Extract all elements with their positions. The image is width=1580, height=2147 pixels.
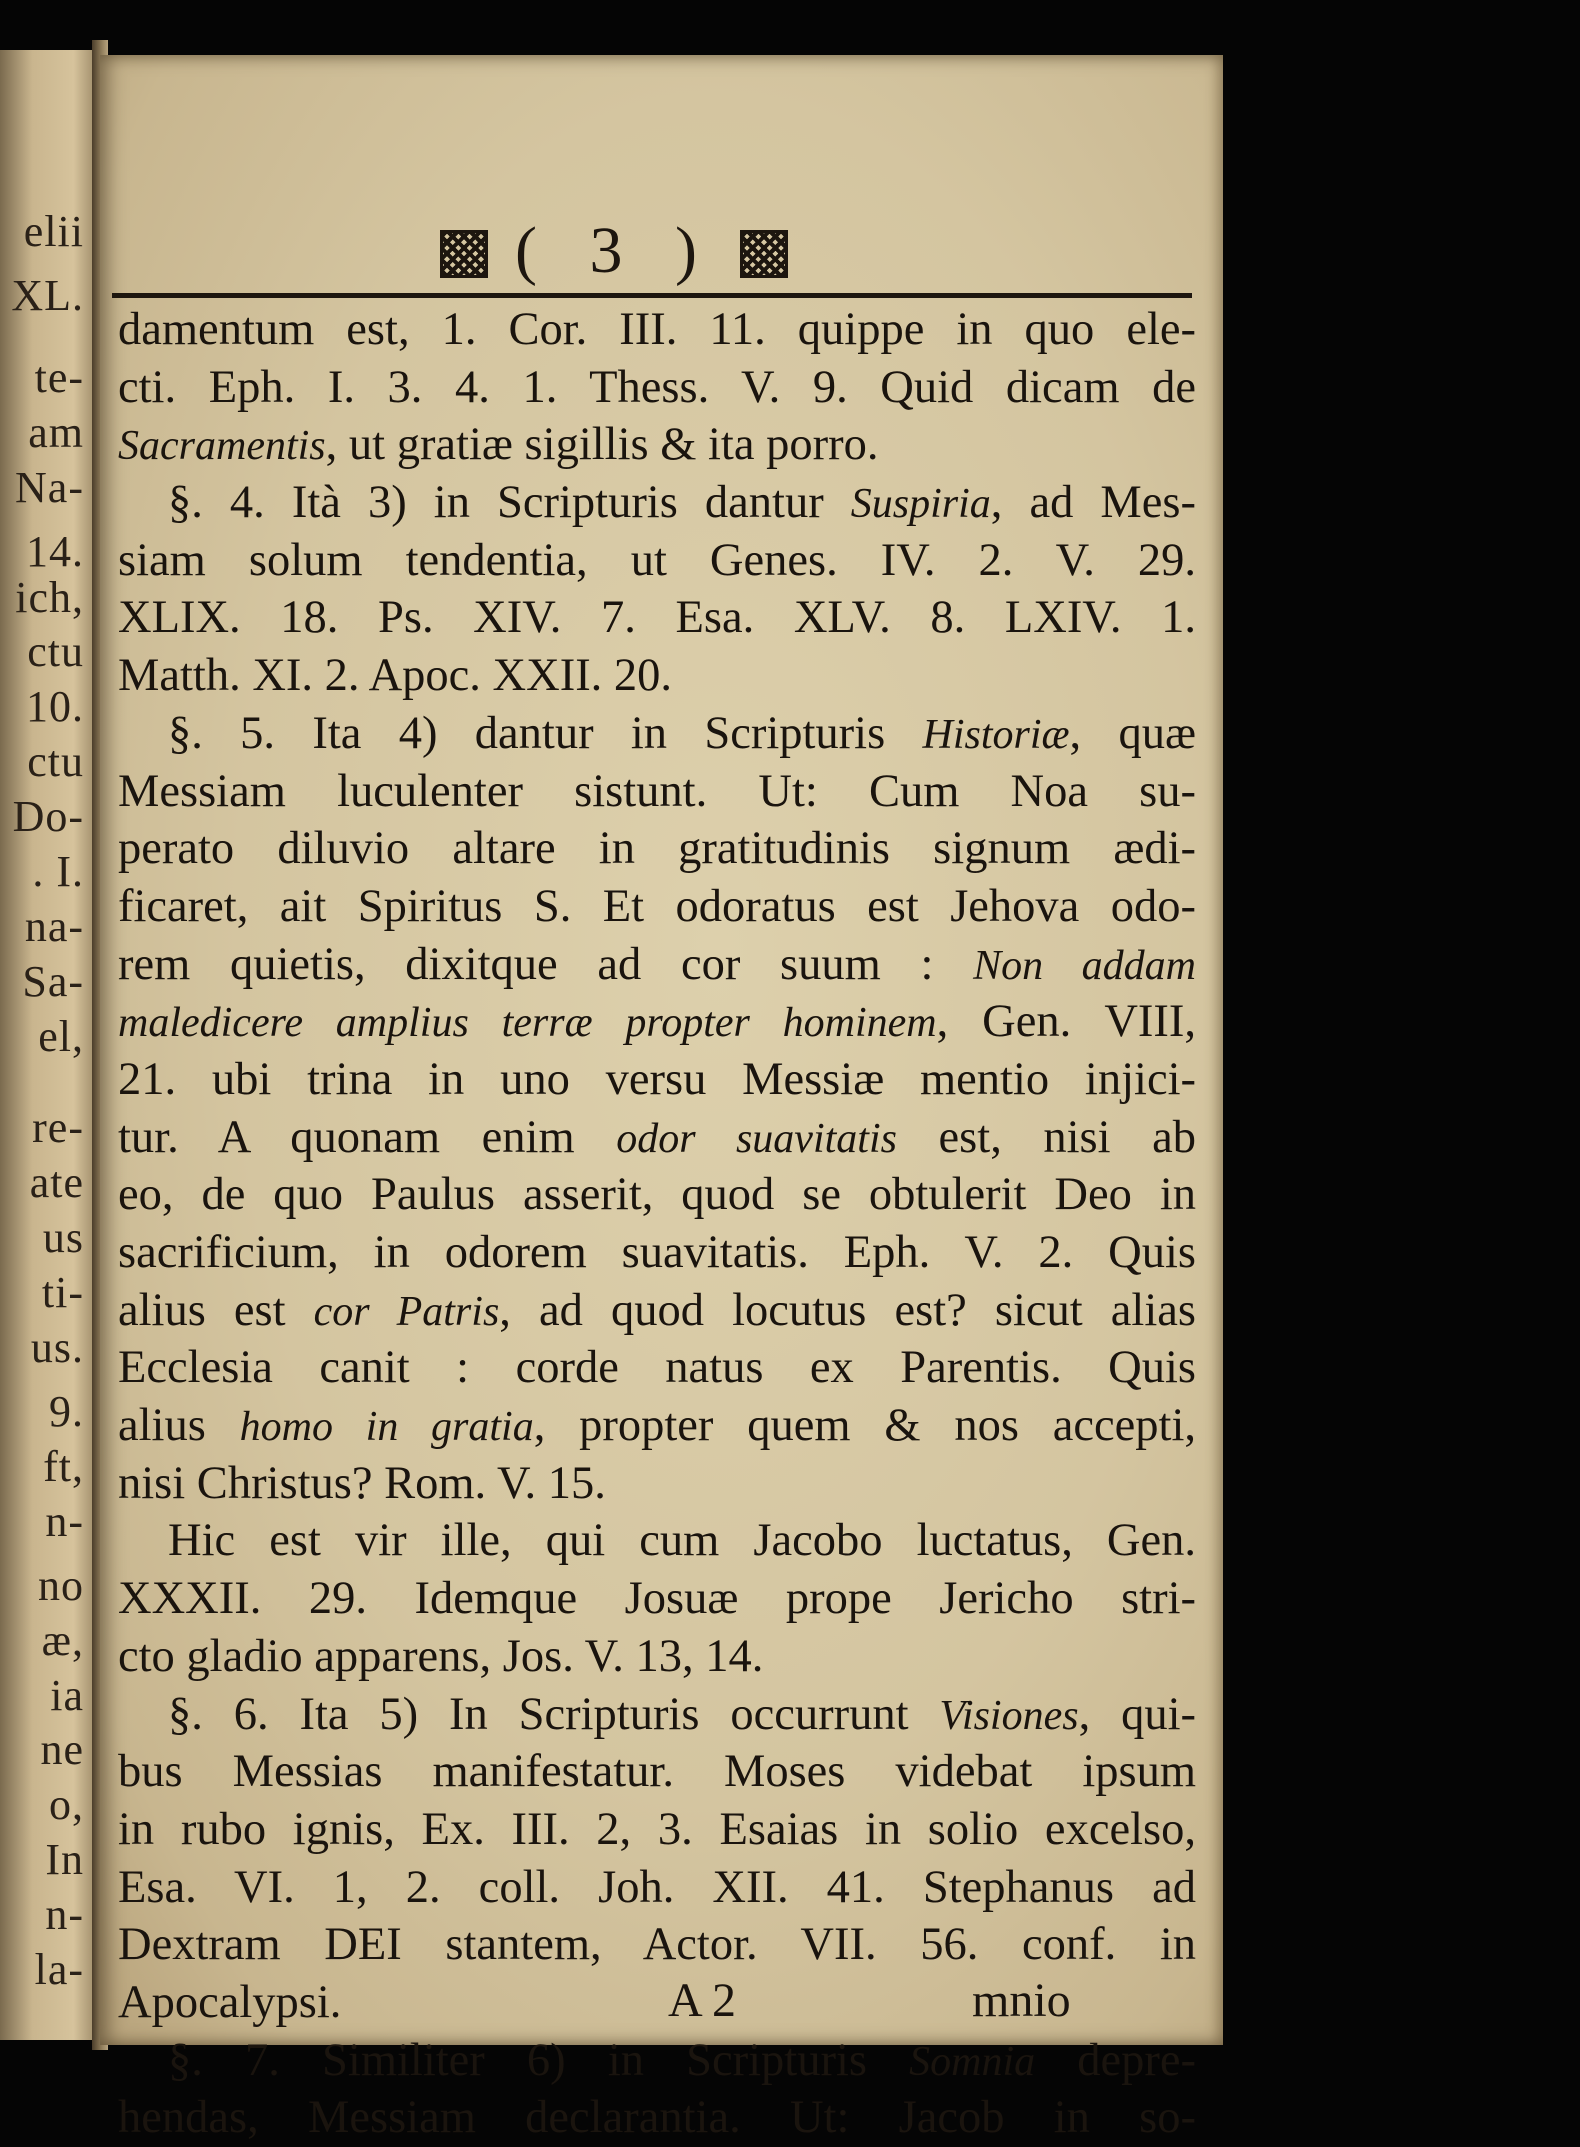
ornament-right-icon (740, 230, 788, 278)
signature-mark: A 2 (668, 1974, 737, 2027)
margin-fragment: n- (45, 1890, 84, 1940)
margin-fragment: ti- (41, 1267, 84, 1317)
text-run: Apocalypsi. (118, 1976, 342, 2028)
margin-fragment: la- (34, 1945, 84, 1995)
text-line (118, 878, 1196, 936)
text-line (118, 2089, 1196, 2147)
margin-fragment: ctu (27, 737, 84, 787)
text-run: sacrificium, in odorem suavitatis. Eph. V. 2. Quis (118, 1227, 1196, 1278)
text-line (118, 1282, 1196, 1340)
header-rule (112, 293, 1192, 298)
text-run: est, nisi ab (896, 1111, 1197, 1163)
text-run: cto gladio apparens, Jos. V. 13, 14. (118, 1630, 764, 1682)
italic-run: Somnia (909, 2038, 1036, 2085)
text-line (118, 1051, 1196, 1109)
margin-fragment: am (28, 407, 84, 457)
text-line (118, 1339, 1196, 1397)
italic-run: homo in gratia (239, 1404, 534, 1451)
ornament-left-icon (440, 230, 488, 278)
text-line (118, 705, 1196, 763)
margin-fragment: us. (30, 1322, 84, 1372)
text-line (118, 936, 1196, 994)
text-run: ficaret, ait Spiritus S. Et odoratus est Jehova odo- (118, 880, 1196, 932)
facing-page-margin (0, 50, 92, 2040)
text-line (118, 1109, 1196, 1167)
margin-fragment: te- (34, 352, 84, 402)
text-run: 21. ubi trina in uno versu Messiæ mentio injici- (118, 1053, 1196, 1105)
text-line (118, 416, 1196, 474)
margin-fragment: Na- (15, 462, 84, 512)
text-line (118, 820, 1196, 878)
text-run: , qui- (1078, 1688, 1196, 1740)
margin-fragment: n- (45, 1496, 84, 1546)
margin-fragment: el, (38, 1011, 84, 1061)
text-run: Dextram DEI stantem, Actor. VII. 56. conf. in (118, 1919, 1196, 1971)
margin-fragment: us (42, 1213, 84, 1263)
page-number: ( 3 ) (515, 214, 715, 287)
text-run: depre- (1035, 2034, 1197, 2086)
text-line (118, 474, 1196, 532)
margin-fragment: na- (24, 901, 84, 951)
italic-run: Sacramentis (118, 423, 326, 470)
text-run: eo, de quo Paulus asserit, quod se obtulerit Deo in (118, 1169, 1196, 1221)
text-line (118, 1224, 1196, 1282)
text-run: , propter quem & nos accepti, (533, 1400, 1197, 1452)
text-run: , quæ (1069, 707, 1196, 759)
text-run: Esa. VI. 1, 2. coll. Joh. XII. 41. Stephanus ad (118, 1861, 1196, 1913)
text-line (118, 532, 1196, 590)
italic-run: Historiæ (922, 711, 1070, 758)
page-footer (100, 1973, 1223, 2033)
text-run: Messiam luculenter sistunt. Ut: Cum Noa su- (118, 765, 1196, 817)
text-line (118, 2032, 1196, 2090)
catchword: mnio (972, 1974, 1071, 2027)
text-run: §. 5. Ita 4) dantur in Scripturis (168, 707, 923, 759)
margin-fragment: ctu (27, 627, 84, 677)
text-line (118, 993, 1196, 1051)
margin-fragment: ne (40, 1725, 84, 1775)
italic-run: Suspiria (850, 481, 991, 528)
margin-fragment: Sa- (22, 956, 84, 1006)
text-line (118, 647, 1196, 705)
margin-fragment: ate (29, 1158, 84, 1208)
text-line (118, 1628, 1196, 1686)
margin-fragment: ft, (43, 1441, 84, 1491)
text-run: §. 6. Ita 5) In Scripturis occurrunt (168, 1688, 940, 1740)
text-line (118, 1801, 1196, 1859)
text-line (118, 589, 1196, 647)
italic-run: odor suavitatis (616, 1115, 897, 1162)
text-run: perato diluvio altare in gratitudinis signum ædi- (118, 823, 1196, 875)
margin-fragment: elii (23, 206, 84, 256)
italic-run: cor Patris (313, 1288, 500, 1335)
margin-fragment: æ, (41, 1615, 84, 1665)
margin-fragment: re- (32, 1103, 84, 1153)
text-line (118, 763, 1196, 821)
margin-fragment: no (38, 1560, 84, 1610)
text-line (118, 301, 1196, 359)
margin-fragment: o, (49, 1780, 84, 1830)
text-run: siam solum tendentia, ut Genes. IV. 2. V. 29. (118, 534, 1196, 586)
text-line (118, 1512, 1196, 1570)
margin-fragment: ich, (15, 572, 84, 622)
text-run: damentum est, 1. Cor. III. 11. quippe in quo ele- (118, 304, 1196, 355)
margin-fragment: 14. (26, 526, 84, 576)
text-line (118, 1397, 1196, 1455)
body-text (118, 301, 1196, 2147)
text-run: , Gen. VIII, (936, 996, 1196, 1048)
text-line (118, 359, 1196, 417)
text-line (118, 1570, 1196, 1628)
page-header (100, 175, 1223, 285)
text-run: alius (118, 1400, 240, 1452)
text-line (118, 1166, 1196, 1224)
margin-fragment: ia (50, 1670, 84, 1720)
text-run: §. 4. Ità 3) in Scripturis dantur (168, 477, 851, 529)
text-run: alius est (118, 1284, 314, 1336)
text-run: cti. Eph. I. 3. 4. 1. Thess. V. 9. Quid dicam de (118, 361, 1196, 413)
italic-run: Non addam (973, 942, 1196, 989)
margin-fragment: Do- (12, 792, 84, 842)
text-line (118, 1916, 1196, 1974)
text-run: rem quietis, dixitque ad cor suum : (118, 938, 974, 990)
text-run: , ut gratiæ sigillis & ita porro. (325, 419, 879, 471)
margin-fragment: In (45, 1835, 84, 1885)
italic-run: Visiones (939, 1692, 1079, 1739)
text-run: in rubo ignis, Ex. III. 2, 3. Esaias in solio excelso, (118, 1803, 1196, 1855)
text-run: hendas, Messiam declarantia. Ut: Jacob in so- (118, 2092, 1196, 2144)
margin-fragment: 9. (49, 1386, 84, 1436)
text-run: , ad quod locutus est? sicut alias (499, 1284, 1196, 1336)
text-run: §. 7. Similiter 6) in Scripturis (168, 2034, 910, 2086)
margin-fragment: XL. (11, 270, 84, 320)
text-line (118, 1743, 1196, 1801)
margin-fragment: . I. (32, 847, 84, 897)
text-run: Ecclesia canit : corde natus ex Parentis. Quis (118, 1342, 1196, 1394)
text-run: Hic est vir ille, qui cum Jacobo luctatus, Gen. (168, 1515, 1196, 1567)
margin-fragment: 10. (26, 682, 84, 732)
text-line (118, 1859, 1196, 1917)
text-line (118, 1686, 1196, 1744)
text-run: Matth. XI. 2. Apoc. XXII. 20. (118, 650, 673, 702)
book-page (100, 55, 1223, 2144)
text-run: XLIX. 18. Ps. XIV. 7. Esa. XLV. 8. LXIV. 1. (118, 592, 1196, 644)
text-run: XXXII. 29. Idemque Josuæ prope Jericho stri- (118, 1573, 1196, 1625)
text-run: , ad Mes- (990, 477, 1196, 529)
text-run: nisi Christus? Rom. V. 15. (118, 1457, 606, 1509)
text-run: tur. A quonam enim (118, 1111, 617, 1163)
text-line (118, 1455, 1196, 1513)
text-run: bus Messias manifestatur. Moses videbat ipsum (118, 1746, 1196, 1798)
italic-run: maledicere amplius terræ propter hominem (118, 1000, 937, 1047)
